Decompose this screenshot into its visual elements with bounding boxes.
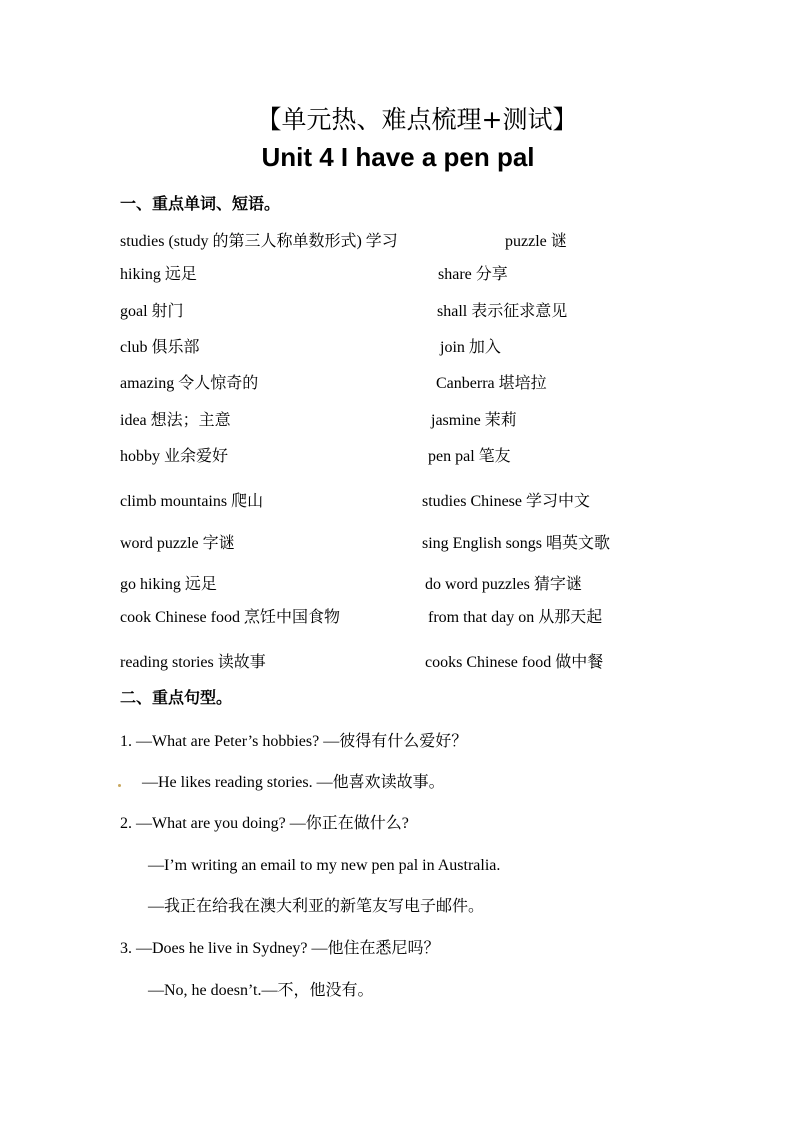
vocab-item: join 加入 xyxy=(440,339,501,356)
vocab-item: idea 想法；主意 xyxy=(120,412,231,429)
vocab-item: hiking 远足 xyxy=(120,266,197,283)
section-heading-sentences: 二、重点句型。 xyxy=(120,688,233,707)
sentence-line: —He likes reading stories. —他喜欢读故事。 xyxy=(142,774,445,791)
section-heading-vocabulary: 一、重点单词、短语。 xyxy=(120,194,281,213)
sentence-line: 3. —Does he live in Sydney? —他住在悉尼吗？ xyxy=(120,940,440,957)
phrase-item: from that day on 从那天起 xyxy=(428,609,603,626)
sentence-line: 2. —What are you doing? —你正在做什么? xyxy=(120,815,409,832)
vocab-item: goal 射门 xyxy=(120,303,184,320)
phrase-item: do word puzzles 猜字谜 xyxy=(425,576,582,593)
phrase-item: cook Chinese food 烹饪中国食物 xyxy=(120,609,340,626)
vocab-item: jasmine 茉莉 xyxy=(431,412,517,429)
vocab-item: puzzle 谜 xyxy=(505,233,567,250)
page-title: 【单元热、难点梳理+测试】 xyxy=(256,105,578,134)
phrase-item: climb mountains 爬山 xyxy=(120,493,264,510)
vocab-item: amazing 令人惊奇的 xyxy=(120,375,259,392)
sentence-line: 1. —What are Peter’s hobbies? —彼得有什么爱好？ xyxy=(120,733,468,750)
vocab-item: Canberra 堪培拉 xyxy=(436,375,547,392)
unit-title: Unit 4 I have a pen pal xyxy=(261,142,535,172)
phrase-item: word puzzle 字谜 xyxy=(120,535,235,552)
vocab-item: club 俱乐部 xyxy=(120,339,200,356)
sentence-line: —No, he doesn’t.—不，他没有。 xyxy=(148,982,374,999)
phrase-item: sing English songs 唱英文歌 xyxy=(422,535,611,552)
phrase-item: cooks Chinese food 做中餐 xyxy=(425,654,604,671)
vocab-item: studies (study 的第三人称单数形式) 学习 xyxy=(120,233,398,250)
sentence-line: —I’m writing an email to my new pen pal in Australia. xyxy=(148,857,501,874)
phrase-item: reading stories 读故事 xyxy=(120,654,266,671)
decorative-dot xyxy=(118,784,121,787)
vocab-item: hobby 业余爱好 xyxy=(120,448,229,465)
phrase-item: studies Chinese 学习中文 xyxy=(422,493,590,510)
vocab-item: pen pal 笔友 xyxy=(428,448,511,465)
phrase-item: go hiking 远足 xyxy=(120,576,217,593)
vocab-item: shall 表示征求意见 xyxy=(437,303,568,320)
vocab-item: share 分享 xyxy=(438,266,508,283)
sentence-line: —我正在给我在澳大利亚的新笔友写电子邮件。 xyxy=(148,898,485,915)
